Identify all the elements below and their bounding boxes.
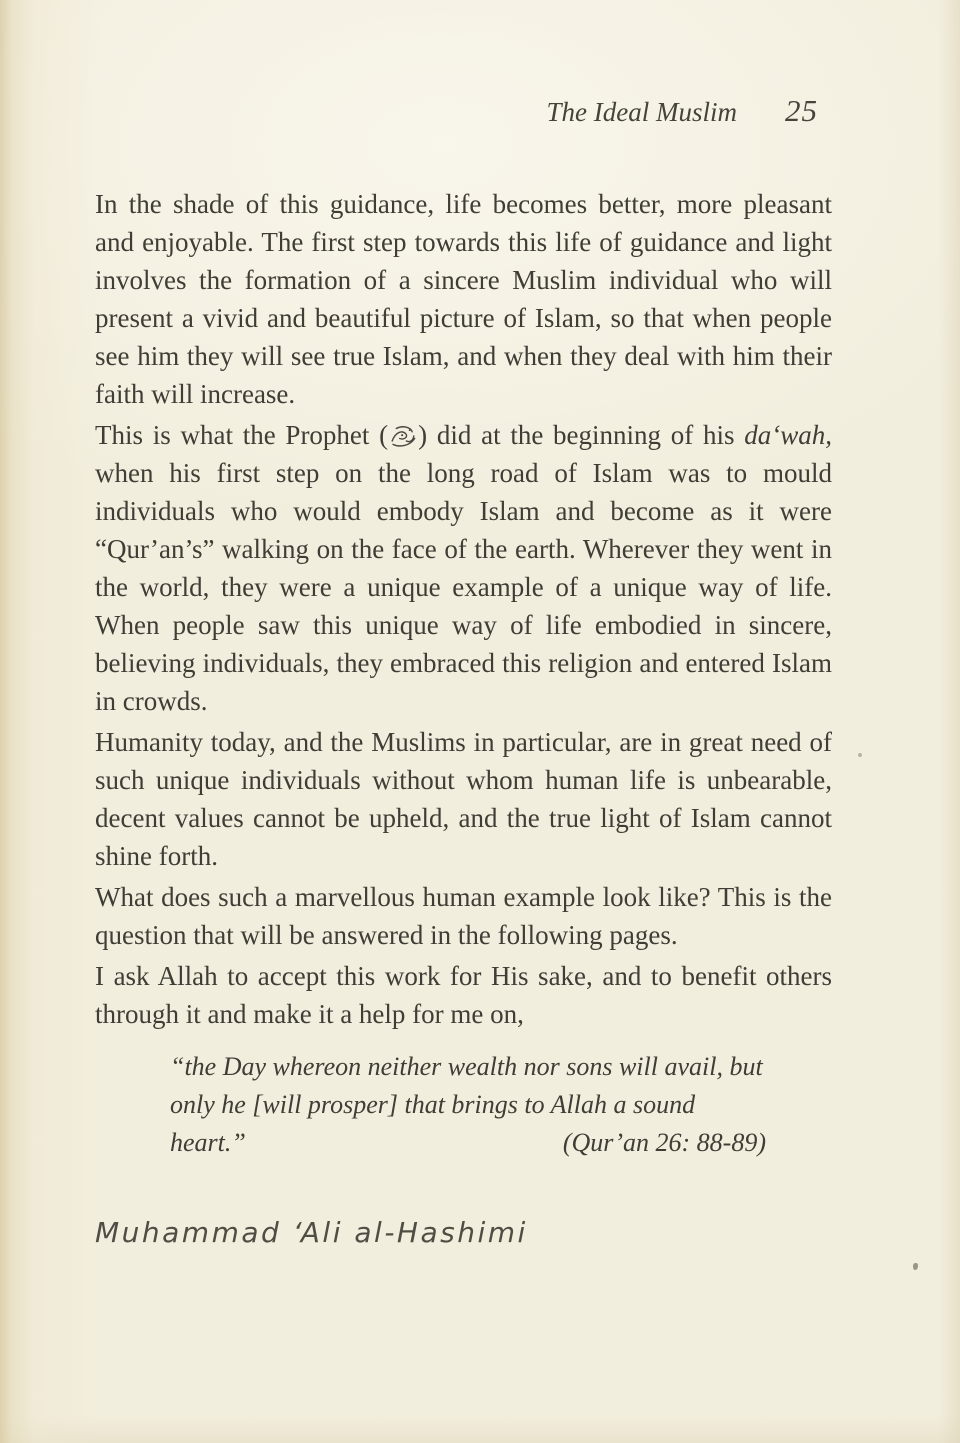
paragraph-2-text-mid: ) did at the beginning of his (418, 420, 745, 450)
paragraph-2-italic-term: da‘wah, (744, 420, 833, 450)
paragraph-2-text-after: when his first step on the long road of Islam was to mould individuals who would embody Islam and become as it were “Qur’an’s” walking on the face of the earth. Wherever they went in the world, they were a unique example of a unique way of life. When people saw this unique way of life embodied in sincere, believing individuals, they embraced this religion and entered Islam in crowds. (95, 458, 832, 716)
paragraph-1: In the shade of this guidance, life becomes better, more pleasant and enjoyable. The first step towards this life of guidance and light involves the formation of a sincere Muslim individual who will present a vivid and beautiful picture of Islam, so that when people see him they will see true Islam, and when they deal with him their faith will increase. (95, 189, 832, 409)
running-head-title: The Ideal Muslim (546, 97, 737, 127)
running-head (95, 95, 832, 128)
paragraph-2 (95, 416, 832, 720)
quran-quote-text: “the Day whereon neither wealth nor sons will avail, but only he [will prosper] that brings to Allah a sound heart.” (170, 1052, 763, 1157)
author-signature: Muhammad ‘Ali al-Hashimi (95, 1216, 528, 1249)
page-content (95, 0, 832, 1252)
pbuh-calligraphy-icon (388, 424, 418, 448)
paragraph-3: Humanity today, and the Muslims in particular, are in great need of such unique individuals without whom human life is unbearable, decent values cannot be upheld, and the true light of Islam cannot shine forth. (95, 727, 832, 871)
paper-speck (858, 753, 862, 757)
quran-quote-citation: (Qur’an 26: 88-89) (562, 1128, 766, 1157)
page-body (95, 185, 832, 1252)
page-number: 25 (785, 93, 818, 128)
paragraph-4: What does such a marvellous human example look like? This is the question that will be answered in the following pages. (95, 882, 832, 950)
paper-speck (913, 1263, 918, 1270)
quran-quote (170, 1048, 766, 1162)
paragraph-5: I ask Allah to accept this work for His sake, and to benefit others through it and make it a help for me on, (95, 961, 832, 1029)
paragraph-2-text-before: This is what the Prophet ( (95, 420, 389, 450)
